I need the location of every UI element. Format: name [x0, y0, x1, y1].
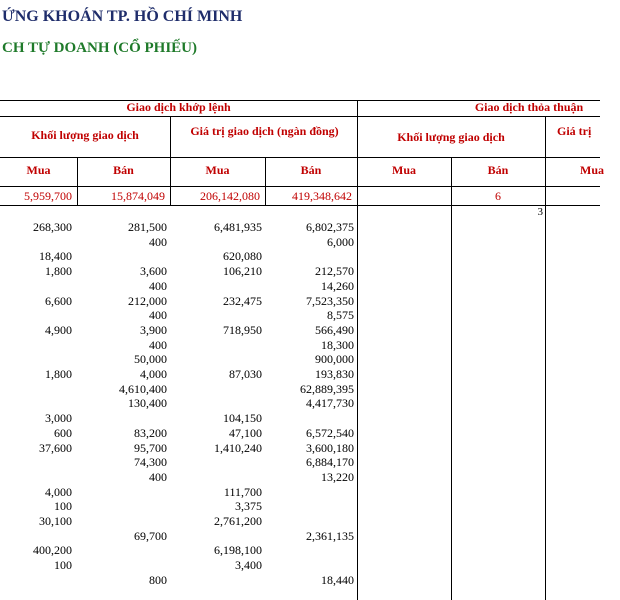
cell-kl-ban: 74,300 — [134, 455, 167, 469]
col-header-divider — [0, 186, 600, 187]
cell-gt-mua: 3,400 — [235, 558, 262, 572]
total-kl-mua: 5,959,700 — [24, 189, 72, 203]
cell-gt-mua: 232,475 — [223, 294, 262, 308]
cell-kl-ban: 400 — [149, 338, 167, 352]
report-subtitle: CH TỰ DOANH (CỔ PHIẾU) — [2, 40, 197, 56]
header-kl-giao-dich-2: Khối lượng giao dịch — [397, 130, 505, 144]
col-header-ban-2: Bán — [300, 163, 322, 177]
cell-gt-mua: 6,481,935 — [214, 220, 262, 234]
col-header-mua-3: Mua — [392, 163, 416, 177]
total-gt-mua: 206,142,080 — [200, 189, 260, 203]
cell-gt-ban: 212,570 — [315, 264, 354, 278]
cell-gt-ban: 14,260 — [321, 279, 354, 293]
cell-gt-ban: 13,220 — [321, 470, 354, 484]
header-gt-giao-dich-2: Giá trị — [557, 124, 592, 138]
cell-kl-ban: 400 — [149, 470, 167, 484]
cell-kl-mua: 100 — [54, 558, 72, 572]
cell-gt-mua: 47,100 — [229, 426, 262, 440]
cell-kl-ban: 3,900 — [140, 323, 167, 337]
cell-gt-ban: 7,523,350 — [306, 294, 354, 308]
cell-gt-ban: 900,000 — [315, 352, 354, 366]
cell-gt-mua: 718,950 — [223, 323, 262, 337]
cell-gt-mua: 111,700 — [223, 485, 262, 499]
cell-gt-ban: 3,600,180 — [306, 441, 354, 455]
cell-gt-ban: 193,830 — [315, 367, 354, 381]
note-value: 3 — [537, 206, 543, 218]
cell-kl-ban: 400 — [149, 279, 167, 293]
cell-gt-ban: 18,300 — [321, 338, 354, 352]
cell-kl-mua: 4,900 — [45, 323, 72, 337]
cell-kl-ban: 4,610,400 — [119, 382, 167, 396]
cell-kl-mua: 4,000 — [45, 485, 72, 499]
col-divider-5 — [451, 157, 452, 600]
cell-gt-mua: 106,210 — [223, 264, 262, 278]
col-header-mua-2: Mua — [205, 163, 230, 177]
cell-gt-ban: 6,000 — [327, 235, 354, 249]
cell-kl-ban: 800 — [149, 573, 167, 587]
subheader-divider — [0, 157, 600, 158]
cell-kl-ban: 400 — [149, 235, 167, 249]
total-gt-ban: 419,348,642 — [292, 189, 352, 203]
cell-kl-mua: 1,800 — [45, 367, 72, 381]
total-tt-ban: 6 — [495, 189, 501, 203]
header-khop-lenh: Giao dịch khớp lệnh — [126, 100, 231, 114]
header-kl-giao-dich: Khối lượng giao dịch — [31, 128, 139, 142]
cell-gt-ban: 6,884,170 — [306, 455, 354, 469]
cell-kl-mua: 6,600 — [45, 294, 72, 308]
cell-kl-ban: 212,000 — [128, 294, 167, 308]
cell-kl-mua: 1,800 — [45, 264, 72, 278]
cell-kl-ban: 400 — [149, 308, 167, 322]
cell-gt-mua: 3,375 — [235, 499, 262, 513]
report-title: ỨNG KHOÁN TP. HỒ CHÍ MINH — [2, 8, 243, 25]
col-header-ban-1: Bán — [113, 163, 134, 177]
col-header-ban-3: Bán — [487, 163, 509, 177]
cell-gt-ban: 566,490 — [315, 323, 354, 337]
cell-kl-ban: 83,200 — [134, 426, 167, 440]
header-thoa-thuan: Giao dịch thỏa thuận — [474, 100, 584, 114]
cell-kl-mua: 37,600 — [39, 441, 72, 455]
cell-kl-ban: 4,000 — [140, 367, 167, 381]
col-divider-6 — [545, 116, 546, 600]
group-header-divider — [0, 116, 600, 117]
total-kl-ban: 15,874,049 — [111, 189, 165, 203]
cell-kl-mua: 268,300 — [33, 220, 72, 234]
col-header-mua-4: Mua — [580, 163, 604, 177]
cell-gt-mua: 1,410,240 — [214, 441, 262, 455]
cell-kl-ban: 3,600 — [140, 264, 167, 278]
cell-gt-ban: 8,575 — [327, 308, 354, 322]
cell-gt-mua: 104,150 — [223, 411, 262, 425]
cell-kl-ban: 95,700 — [134, 441, 167, 455]
cell-kl-ban: 130,400 — [128, 396, 167, 410]
cell-kl-mua: 18,400 — [39, 249, 72, 263]
cell-gt-ban: 18,440 — [321, 573, 354, 587]
cell-kl-mua: 400,200 — [33, 543, 72, 557]
cell-kl-mua: 600 — [54, 426, 72, 440]
cell-kl-ban: 69,700 — [134, 529, 167, 543]
cell-gt-ban: 6,802,375 — [306, 220, 354, 234]
cell-kl-ban: 50,000 — [134, 352, 167, 366]
cell-gt-mua: 87,030 — [229, 367, 262, 381]
cell-kl-mua: 3,000 — [45, 411, 72, 425]
cell-kl-mua: 30,100 — [39, 514, 72, 528]
cell-kl-ban: 281,500 — [128, 220, 167, 234]
cell-gt-ban: 62,889,395 — [300, 382, 354, 396]
cell-gt-ban: 2,361,135 — [306, 529, 354, 543]
cell-kl-mua: 100 — [54, 499, 72, 513]
cell-gt-mua: 2,761,200 — [214, 514, 262, 528]
header-gt-giao-dich: Giá trị giao dịch (ngàn đồng) — [190, 124, 339, 138]
cell-gt-mua: 6,198,100 — [214, 543, 262, 557]
cell-gt-ban: 4,417,730 — [306, 396, 354, 410]
cell-gt-mua: 620,080 — [223, 249, 262, 263]
col-header-mua-1: Mua — [26, 163, 51, 177]
cell-gt-ban: 6,572,540 — [306, 426, 354, 440]
